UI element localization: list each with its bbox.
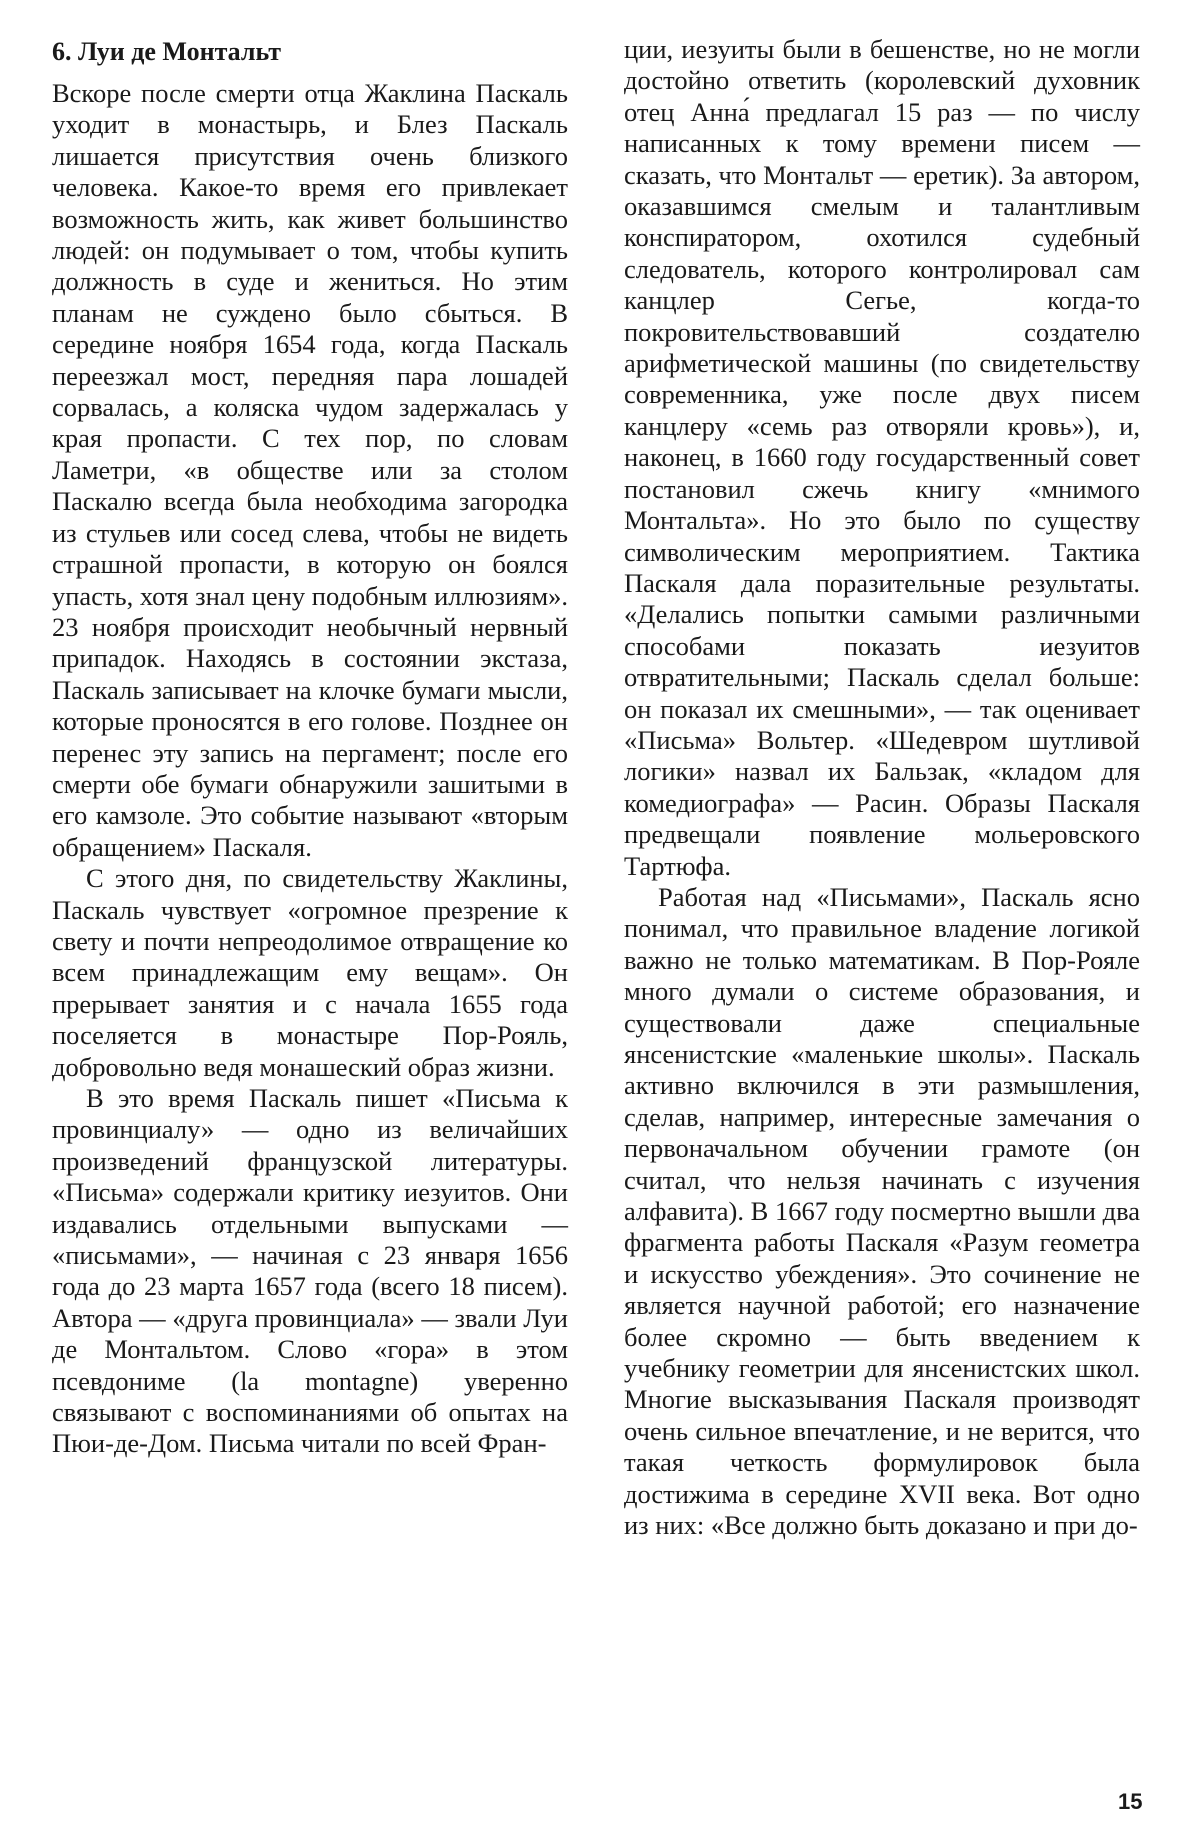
section-heading: 6. Луи де Монтальт (52, 37, 282, 66)
paragraph: В это время Паскаль пишет «Письма к провинциалу» — одно из величайших произведений французской литературы. «Письма» содержали критику иезуитов. Они издавались отдельными выпусками — «письмами», — начиная с 23 января 1656 года до 23 марта 1657 года (всего 18 писем). Автора — «друга провинциала» — звали Луи де Монтальтом. Слово «гора» в этом псевдониме (la montagne) уверенно связывают с воспоминаниями об опытах на Пюи-де-Дом. Письма читали по всей Фран- (52, 1083, 568, 1459)
paragraph: Работая над «Письмами», Паскаль ясно понимал, что правильное владение логикой важно не только математикам. В Пор-Рояле много думали о системе образования, и существовали даже специальные янсенистские «маленькие школы». Паскаль активно включился в эти размышления, сделав, например, интересные замечания о первоначальном обучении грамоте (он считал, что нельзя начинать с изучения алфавита). В 1667 году посмертно вышли два фрагмента работы Паскаля «Разум геометра и искусство убеждения». Это сочинение не является научной работой; его назначение более скромно — быть введением к учебнику геометрии для янсенистских школ. Многие высказывания Паскаля производят очень сильное впечатление, и не верится, что такая четкость формулировок была достижима в середине XVII века. Вот одно из них: «Все должно быть доказано и при до- (624, 881, 1140, 1541)
right-column (624, 34, 1140, 1542)
paragraph: С этого дня, по свидетельству Жаклины, Паскаль чувствует «огромное презрение к свету и почти непреодолимое отвращение ко всем принадлежащим ему вещам». Он прерывает занятия и с начала 1655 года поселяется в монастыре Пор-Рояль, добровольно ведя монашеский образ жизни. (52, 863, 568, 1082)
paragraph: ции, иезуиты были в бешенстве, но не могли достойно ответить (королевский духовник отец Анна́ предлагал 15 раз — по числу написанных к тому времени писем — сказать, что Монтальт — еретик). За автором, оказавшимся смелым и талантливым конспиратором, охотился судебный следователь, которого контролировал сам канцлер Сегье, когда-то покровительствовавший создателю арифметической машины (по свидетельству современника, уже после двух писем канцлеру «семь раз отворяли кровь»), и, наконец, в 1660 году государственный совет постановил сжечь книгу «мнимого Монтальта». Но это было по существу символическим мероприятием. Тактика Паскаля дала поразительные результаты. «Делались попытки самыми различными способами показать иезуитов отвратительными; Паскаль сделал больше: он показал их смешными», — так оценивает «Письма» Вольтер. «Шедевром шутливой логики» назвал их Бальзак, «кладом для комедиографа» — Расин. Образы Паскаля предвещали появление мольеровского Тартюфа. (624, 34, 1140, 881)
left-column (52, 36, 568, 1460)
paragraph: Вскоре после смерти отца Жаклина Паскаль уходит в монастырь, и Блез Паскаль лишается присутствия очень близкого человека. Какое-то время его привлекает возможность жить, как живет большинство людей: он подумывает о том, чтобы купить должность в суде и жениться. Но этим планам не суждено было сбыться. В середине ноября 1654 года, когда Паскаль переезжал мост, передняя пара лошадей сорвалась, а коляска чудом задержалась у края пропасти. С тех пор, по словам Ламетри, «в обществе или за столом Паскалю всегда была необходима загородка из стульев или сосед слева, чтобы не видеть страшной пропасти, в которую он боялся упасть, хотя знал цену подобным иллюзиям». 23 ноября происходит необычный нервный припадок. Находясь в состоянии экстаза, Паскаль записывает на клочке бумаги мысли, которые проносятся в его голове. Позднее он перенес эту запись на пергамент; после его смерти обе бумаги обнаружили зашитыми в его камзоле. Это событие называют «вторым обращением» Паскаля. (52, 78, 568, 862)
page-number: 15 (1118, 1789, 1143, 1814)
